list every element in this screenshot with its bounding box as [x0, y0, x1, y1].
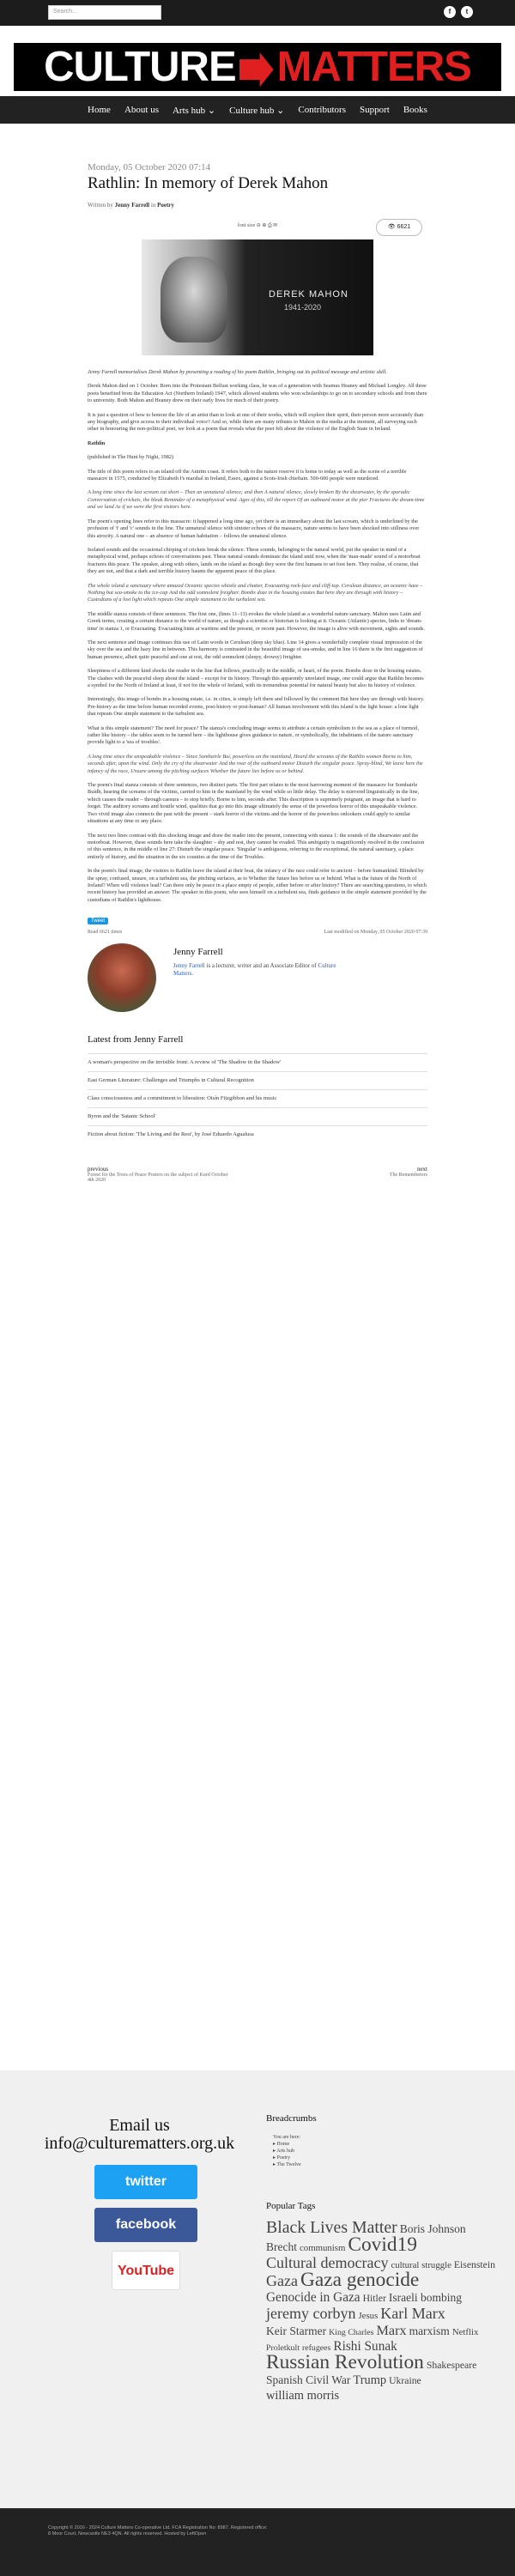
email-label: Email us: [109, 2116, 170, 2135]
meta-row: [88, 930, 427, 935]
views-badge: 👁 6621: [376, 219, 422, 236]
tag-link[interactable]: Marx: [376, 2323, 407, 2338]
tag-link[interactable]: Covid19: [348, 2234, 417, 2256]
list-item[interactable]: Fiction about fiction: 'The Living and the Rest', by José Eduardo Agualusa: [88, 1125, 427, 1143]
tag-link[interactable]: Cultural democracy: [266, 2254, 389, 2271]
paragraph: The next sentence and image continues this use of Latin words in Cerulean (deep sky blue). Line 14 gives a wonderfully complete visual impression of the sky over the sea and the hazy line in between. This harmony is contrasted in the beautiful image of sea-smoke, and in line 16 there is the first suggestion of human presence, albeit quite peaceful and one at rest, the odd somnolent (sleepy, drowsy) freighter.: [88, 639, 423, 660]
tag-link[interactable]: Shakespeare: [426, 2360, 477, 2371]
search-input[interactable]: Search...: [48, 5, 161, 20]
last-modified: Last modified on Monday, 05 October 2020 07:39: [324, 930, 427, 936]
breadcrumb-item[interactable]: ▸ Home: [273, 2142, 290, 2147]
article-body: [88, 369, 427, 904]
twitter-icon[interactable]: t: [461, 6, 473, 18]
intro-paragraph: Jenny Farrell memorialises Derek Mahon by presenting a reading of his poem Rathlin, bringing out its political message and artistic skill.: [88, 369, 387, 375]
paragraph: It is just a question of how to honour the life of an artist than to look at one of their works, which will explore their spirit, their person more accurately than any biography, and give access to their individual voice? And so, while there are many tributes to Mahon in the media at the moment, all surveying each other in honouring the non-political poet, we look at a poem that reveals what the poet felt about the violence of the English State in Ireland.: [88, 411, 424, 433]
prev-text: Forest for the Trees of Peace Posters on the subject of Kurd October 4th 2020: [88, 1173, 228, 1184]
tag-link[interactable]: Genocide in Gaza: [266, 2290, 360, 2305]
paragraph: The poem's final stanza consists of three sentences, two distinct parts. The first part relates to the most harrowing moment of the massacre for Somhairle Buídh, hearing the screams of the victims, carried to him in the mainland by the wind while so little delay. The delay is mirrored linguistically in the line, which causes the reader – through caesura – to stop briefly. Borne to him, seconds after. This description is supremely poignant, an image that is hard to forget. The auditory screams and hostile wind, qualities that go into this image ultimately the sense of the powerless horror of this unspeakable violence. Two vivid image also connects the past with the present – stark horror of the victims and the horror of the powerless onlookers could apply to similar situations at any time or any place.: [88, 782, 420, 825]
category-link[interactable]: Poetry: [157, 202, 174, 209]
hero-years: 1941-2020: [284, 303, 322, 312]
paragraph: Interestingly, this image of bombs in a housing estate, i.e. in cities, is simply left there and followed by the comment But here they are through with history. Pre-history as the time before human recorded events, post-history or post-human? All human involvement with this island is the light house: a lone light that repeats One simple statement to the turbulent sea.: [88, 696, 425, 718]
facebook-button[interactable]: facebook: [94, 2208, 197, 2242]
main-nav: [0, 96, 515, 124]
tags-title: Popular Tags: [266, 2201, 316, 2211]
author-desc-text: is a lecturer, writer and an Associate Editor of: [206, 962, 317, 970]
author-link[interactable]: Jenny Farrell: [114, 202, 150, 209]
avatar[interactable]: [88, 943, 156, 1012]
facebook-icon[interactable]: f: [444, 6, 456, 18]
prev-label: previous: [88, 1166, 109, 1173]
next-label: next: [416, 1166, 427, 1173]
paragraph: What is this simple statement? The need for peace? The stanza's concluding image seems to attribute a certain symbolism to the sea as a place of turmoil, rather like history – the tables seem to be turned here – the lighthouse gives guidance to nature, or symbolically, the inhabitants of the nature sanctuary provide light to a 'sea of troubles'.: [88, 724, 420, 746]
views-count: 6621: [397, 224, 411, 230]
font-size-label: font size: [237, 223, 256, 228]
breadcrumb: [273, 2134, 301, 2168]
list-item[interactable]: A woman's perspective on the invisible front: A review of 'The Shadow in the Shadow': [88, 1053, 427, 1071]
paragraph: Derek Mahon died on 1 October. Born into the Protestant Belfast working class, he was of a generation with Seamus Heaney and Michael Longley. All three poets benefited from the Education Act (Northern Ireland) 1947, which allowed students who won scholarships to go on to secondary schools and from there to university. Both Mahon and Heaney drew on their early lives for much of their poetry.: [88, 383, 427, 404]
tag-link[interactable]: Karl Marx: [380, 2305, 445, 2322]
paragraph: The next two lines contrast with this shocking image and draw the reader into the present, connecting with stanza 1: the sounds of the shearwater and the motorboat. However, these sounds here take the slaughter – shy and rest, they cannot be evaded. This ambiguity is magnificently resolved in the conclusion of this sentence, in the middle of line 27: Disturb the singular peace. 'Singular' is ambiguous, referring to the exceptional, the natural sanctuary, a place entirely of history, and the situation in the six counties at the time of the Troubles.: [88, 832, 425, 860]
tag-cloud: [266, 2218, 498, 2404]
nav-culture-hub[interactable]: Culture hub ⌄: [229, 105, 285, 116]
list-item[interactable]: East German Literature: Challenges and Triumphs in Cultural Recognition: [88, 1071, 427, 1089]
email-icon[interactable]: ✉: [273, 223, 278, 228]
read-count: Read 6621 times: [88, 930, 123, 936]
tag-link[interactable]: Russian Revolution: [266, 2351, 424, 2373]
top-bar: [0, 0, 515, 26]
tag-link[interactable]: Boris Johnson: [399, 2222, 466, 2235]
author-desc-name[interactable]: Jenny Farrell: [173, 962, 205, 970]
poem-title: Rathlin: [88, 439, 106, 446]
nav-about[interactable]: About us: [124, 105, 159, 115]
print-icon[interactable]: ⎙: [267, 223, 272, 228]
article-title: Rathlin: In memory of Derek Mahon: [88, 174, 329, 192]
nav-arts-hub[interactable]: Arts hub ⌄: [172, 105, 216, 116]
paragraph: The title of this poem refers to an island off the Antrim coast. It refers both to the nature reserve it is home to today as well as the scene of a terrible massacre in 1575, conducted by Elizabeth I's marshal in Ireland, Essex, against a Scots-Irish chieftain. 500-600 people were murdered.: [88, 468, 407, 482]
tag-link[interactable]: communism: [300, 2243, 346, 2253]
tweet-button[interactable]: Tweet: [88, 918, 108, 924]
list-item[interactable]: Byron and the 'Satanic School': [88, 1107, 427, 1125]
tag-link[interactable]: jeremy corbyn: [266, 2305, 356, 2322]
hero-title: DEREK MAHON: [269, 289, 348, 300]
email-block: [43, 2117, 236, 2153]
hero-image: [142, 239, 373, 355]
paragraph: (published in The Hunt by Night, 1982): [88, 454, 174, 461]
next-text: The Rememberers: [389, 1173, 427, 1179]
paragraph: In the poem's final image, the visitors to Rathlin leave the island at their boat, the infancy of the race could refer to ancient – before humankind. Blinded by the spray, confused, unsure, on a turbulent sea, the pitching surfaces, as to Whether the future lies before us or behind. What is the future of the North of Ireland? When will violence lead? Can there only be peace in a place empty of people, either before or after history? There are searching questions, to which recent history has provided an answer. The speaker in this poem, who sees himself on a turbulent sea, finds guidance in the simple statement provided by the custodians of Rathlin's lighthouse.: [88, 868, 427, 903]
latest-list: [88, 1053, 427, 1143]
tag-link[interactable]: Ukraine: [389, 2375, 421, 2386]
portrait-image: [161, 257, 227, 342]
prev-link[interactable]: [88, 1166, 233, 1183]
tag-link[interactable]: Rishi Sunak: [333, 2339, 397, 2354]
tag-link[interactable]: Keir Starmer: [266, 2324, 327, 2337]
poem-stanza-1: A long time since the last scream cut short – Then an unnatural silence; and then A natural silence, slowly broken By the shearwater, by the sporadic Conversation of crickets, the bleak Reminder of a metaphysical wind. Ages of this, till the report Of an outboard motor at the pier Fractures the dream-time and we land As if we were the first visitors here.: [88, 489, 425, 511]
poem-stanza-2: The whole island a sanctuary where amazed Oceanic species whistle and chatter, Evacuating rock-face and cliff-top. Cerulean distance, an oceanic haze – Nothing but sea-smoke to the ice-cap And the odd somnolent freighter. Bombs doze in the housing estates But here they are through with history – Custodians of a lost light which repeats One simple statement to the turbulent sea.: [88, 582, 423, 603]
author-desc-pub[interactable]: Culture Matters.: [173, 962, 336, 978]
list-item[interactable]: Class consciousness and a commitment to liberation: Oisín Fitzgibbon and his music: [88, 1089, 427, 1107]
tag-link[interactable]: refugees: [301, 2343, 331, 2353]
tag-link[interactable]: Eisenstein: [453, 2259, 495, 2270]
copyright: Copyright © 2016 - 2024 Culture Matters Co-operative Ltd. FCA Registration No: 8987. Registered office: 8 Moor Court, Newcastle NE3 4QN. All rights reserved. Hosted by LeftOpen: [48, 2525, 268, 2537]
nav-books[interactable]: Books: [403, 105, 427, 115]
tag-link[interactable]: Hitler: [362, 2293, 386, 2304]
nav-contributors[interactable]: Contributors: [298, 105, 346, 115]
font-decrease-icon[interactable]: ⊖: [256, 223, 261, 228]
paragraph: The middle stanza consists of three sentences. The first one, (lines 11–13) evokes the whole island as a wonderful nature sanctuary. Mahon uses Latin and Greek terms, creating a certain distance to the world of nature, as though a scientist or historian is looking at it. Oceanic (Atlantic) species, links to 'dream-time' in stanza 1, or Evacuating. Evacuating hints at wartime and the present, or recent past. However, the image is alive with movement, sights and sounds.: [88, 610, 425, 632]
tag-link[interactable]: marxism: [409, 2324, 450, 2337]
tag-link[interactable]: Jesus: [358, 2311, 379, 2321]
tag-link[interactable]: cultural struggle: [391, 2260, 451, 2270]
poem-stanza-3: A long time since the unspeakable violence – Since Somhairle Buí, powerless on the mainland, Heard the screams of the Rathlin women Borne to him, seconds after, upon the wind. Only the cry of the shearwater And the roar of the outboard motor Disturb the singular peace. Spray-blind, We leave here the infancy of the race, Unsure among the pitching surfaces Whether the future lies before us or behind.: [88, 753, 423, 774]
author-name[interactable]: Jenny Farrell: [173, 947, 223, 958]
logo-text: CULTURE MATTERS: [44, 44, 471, 90]
tag-link[interactable]: Black Lives Matter: [266, 2218, 397, 2237]
twitter-button[interactable]: twitter: [94, 2165, 197, 2199]
tag-link[interactable]: Brecht: [266, 2240, 297, 2253]
nav-support[interactable]: Support: [359, 105, 390, 115]
byline-prefix: Written by: [88, 202, 113, 209]
bottom-bar: [0, 2508, 515, 2576]
breadcrumb-item[interactable]: ▸ Arts hub: [273, 2149, 295, 2154]
breadcrumb-item: ▸ The Twelve: [273, 2162, 301, 2167]
tag-link[interactable]: King Charles: [329, 2328, 374, 2337]
paragraph: Sleepiness of a different kind shocks the reader in the line that follows, practically in the middle, or heart, of the poem. Bombs doze in the housing estates. The clashes with the peaceful sleep about the island – except for its history. Through this apparently unrelated image, one could argue that Rathlin becomes a symbol for the North of Ireland at least, if not for the whole of Ireland, with its tremendous potential for natural beauty but also its history of violence.: [88, 668, 424, 688]
author-box: [88, 943, 427, 1029]
article: [88, 162, 427, 1183]
breadcrumbs-title: Breadcrumbs: [266, 2113, 317, 2124]
tag-link[interactable]: Netflix: [451, 2327, 479, 2337]
site-logo[interactable]: [14, 43, 501, 91]
tag-link[interactable]: Gaza: [266, 2272, 298, 2289]
breadcrumb-prefix: You are here:: [273, 2135, 301, 2140]
tag-link[interactable]: william morris: [266, 2389, 340, 2403]
paragraph: Isolated sounds and the occasional chirping of crickets break the silence. These sounds, belonging to the natural world, put the speaker in mind of a metaphysical wind, perhaps echoes of conversations past. These natural sounds dominate the island until now, when the 'man-made' sound of a motorboat fractures this peace. The speaker, along with others, lands on the island as though they were the first humans to set foot here. They realise, of course, that they are not, and that a dark and terrible history haunts the apparent peace of this place.: [88, 546, 421, 575]
email-link[interactable]: info@culturematters.org.uk: [44, 2134, 235, 2153]
byline-in: in: [150, 202, 156, 209]
tag-link[interactable]: Spanish Civil War: [266, 2373, 351, 2386]
author-description: [173, 962, 345, 978]
tag-link[interactable]: Trump: [353, 2373, 387, 2387]
youtube-button[interactable]: YouTube: [112, 2251, 180, 2290]
latest-title: Latest from Jenny Farrell: [88, 1034, 184, 1046]
breadcrumb-item[interactable]: ▸ Poetry: [273, 2155, 291, 2161]
article-date: Monday, 05 October 2020 07:14: [88, 162, 211, 173]
logo-arrow-icon: [239, 52, 274, 87]
byline: [88, 202, 427, 209]
tag-link[interactable]: Gaza genocide: [300, 2269, 420, 2291]
paragraph: The poem's opening lines refer to this massacre: it happened a long time ago, yet there is an immediacy about the last scream, which is underlined by the profusion of 't' and 'c' sounds in the line. The unnatural silence with sinister echoes of the massacre, nature seems to have been shocked into stillness over this atrocity. A natural one – an absence of human habitation – follows the unnatural silence.: [88, 518, 420, 539]
tag-link[interactable]: Israeli bombing: [388, 2291, 462, 2304]
next-link[interactable]: [390, 1166, 427, 1183]
font-increase-icon[interactable]: ⊕: [262, 223, 267, 228]
prev-next: [88, 1166, 427, 1183]
tag-link[interactable]: Proletkult: [266, 2343, 300, 2353]
nav-home[interactable]: Home: [88, 105, 111, 115]
footer: [0, 2070, 515, 2508]
